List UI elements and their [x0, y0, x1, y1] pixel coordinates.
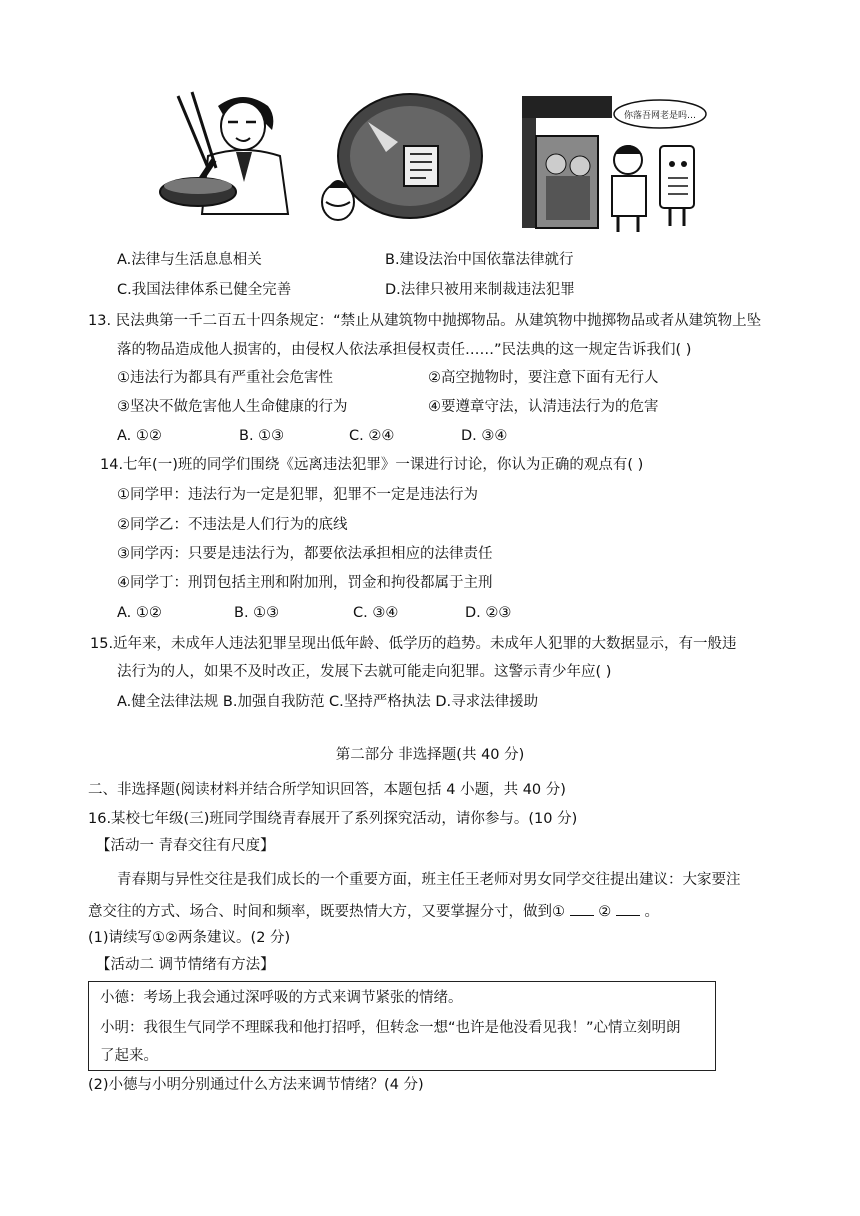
q16-stem: 16.某校七年级(三)班同学围绕青春展开了系列探究活动，请你参与。(10 分) — [88, 811, 578, 827]
q13-stem-line2: 落的物品造成他人损害的，由侵权人依法承担侵权责任……”民法典的这一规定告诉我们( ) — [117, 342, 692, 358]
dialogue-xiaoming-line1: 小明：我很生气同学不理睬我和他打招呼，但转念一想“也许是他没看见我！”心情立刻明朗 — [100, 1020, 681, 1036]
q13-statement-1: ①违法行为都具有严重社会危害性 — [117, 370, 333, 386]
q14-statement-3: ③同学丙：只要是违法行为，都要依法承担相应的法律责任 — [117, 546, 493, 562]
part2-section-heading: 二、非选择题(阅读材料并结合所学知识回答，本题包括 4 小题，共 40 分) — [88, 782, 566, 798]
round-scene-cartoon — [318, 92, 484, 228]
q14-option-c: C. ③④ — [353, 605, 399, 621]
q12-option-d: D.法律只被用来制裁违法犯罪 — [385, 282, 575, 298]
part2-title: 第二部分 非选择题(共 40 分) — [335, 747, 525, 763]
answer-blank-1[interactable] — [570, 901, 594, 916]
q12-option-a: A.法律与生活息息相关 — [117, 252, 262, 268]
q13-statement-4: ④要遵章守法，认清违法行为的危害 — [428, 399, 659, 415]
q12-option-c: C.我国法律体系已健全完善 — [117, 282, 292, 298]
q13-option-c: C. ②④ — [349, 428, 395, 444]
q12-option-b: B.建设法治中国依靠法律就行 — [385, 252, 574, 268]
q14-statement-4: ④同学丁：刑罚包括主刑和附加刑，罚金和拘役都属于主刑 — [117, 575, 493, 591]
q14-option-b: B. ①③ — [234, 605, 280, 621]
q14-option-a: A. ①② — [117, 605, 162, 621]
dialogue-xiaode: 小德：考场上我会通过深呼吸的方式来调节紧张的情绪。 — [100, 990, 463, 1006]
q15-stem-line1: 15.近年来，未成年人违法犯罪呈现出低年龄、低学历的趋势。未成年人犯罪的大数据显示，有一般违 — [90, 636, 737, 652]
q16-subquestion-2: (2)小德与小明分别通过什么方法来调节情绪？(4 分) — [88, 1077, 424, 1093]
activity1-text-line1: 青春期与异性交往是我们成长的一个重要方面，班主任王老师对男女同学交往提出建议：大家要注 — [117, 872, 741, 888]
q14-option-d: D. ②③ — [465, 605, 512, 621]
q15-stem-line2: 法行为的人，如果不及时改正，发展下去就可能走向犯罪。这警示青少年应( ) — [117, 664, 612, 680]
q13-option-d: D. ③④ — [461, 428, 508, 444]
q13-statement-2: ②高空抛物时，要注意下面有无行人 — [428, 370, 659, 386]
blank-marker-2: ② — [598, 904, 612, 920]
dialogue-xiaoming-line2: 了起来。 — [100, 1048, 158, 1064]
q13-statement-3: ③坚决不做危害他人生命健康的行为 — [117, 399, 348, 415]
q13-stem-line1: 13. 民法典第一千二百五十四条规定：“禁止从建筑物中抛掷物品。从建筑物中抛掷物品或者从建筑物上坠 — [88, 313, 762, 329]
q14-statement-2: ②同学乙：不违法是人们行为的底线 — [117, 517, 348, 533]
q16-subquestion-1: (1)请续写①②两条建议。(2 分) — [88, 930, 291, 946]
activity1-text-prefix: 意交往的方式、场合、时间和频率，既要热情大方，又要掌握分寸，做到① — [88, 904, 565, 920]
activity2-title: 【活动二 调节情绪有方法】 — [96, 957, 275, 973]
activity1-text-end: 。 — [644, 904, 659, 920]
answer-blank-2[interactable] — [616, 901, 640, 916]
q13-option-a: A. ①② — [117, 428, 162, 444]
q15-options: A.健全法律法规 B.加强自我防范 C.坚持严格执法 D.寻求法律援助 — [117, 694, 539, 710]
q13-option-b: B. ①③ — [239, 428, 285, 444]
speech-bubble-text: 你落吾网老是吗… — [623, 111, 697, 121]
doorway-law-cartoon — [520, 86, 710, 236]
activity1-title: 【活动一 青春交往有尺度】 — [96, 838, 275, 854]
activity1-text-line2 — [88, 901, 659, 922]
man-eating-cartoon — [158, 86, 292, 216]
q14-statement-1: ①同学甲：违法行为一定是犯罪，犯罪不一定是违法行为 — [117, 487, 478, 503]
q14-stem: 14.七年(一)班的同学们围绕《远离违法犯罪》一课进行讨论，你认为正确的观点有( ) — [100, 457, 644, 473]
